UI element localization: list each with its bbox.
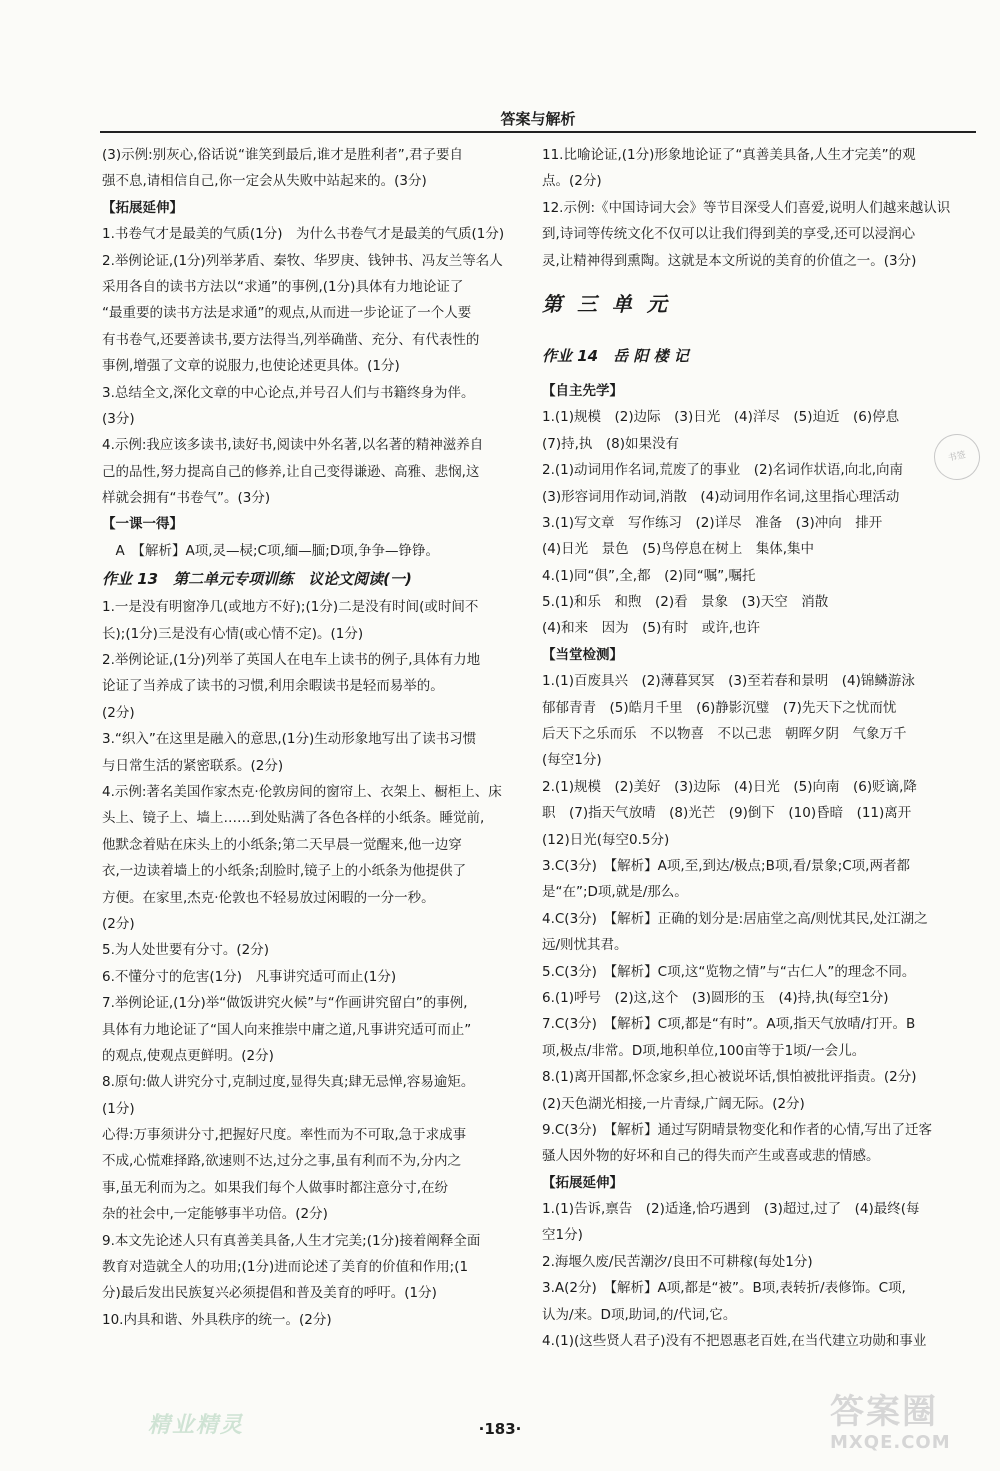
text-line: 衣,一边读着墙上的小纸条;刮脸时,镜子上的小纸条为他提供了 [102, 863, 467, 880]
left-column [102, 142, 530, 1333]
page-number: ·183· [478, 1420, 522, 1438]
text-line: (3分) [102, 410, 135, 427]
text-line: 7.C(3分) 【解析】C项,都是“有时”。A项,指天气放晴/打开。B [542, 1016, 916, 1033]
text-line: 3.总结全文,深化文章的中心论点,并号召人们与书籍终身为伴。 [102, 384, 475, 401]
text-line: 教育对造就全人的功用;(1分)进而论述了美育的价值和作用;(1 [102, 1259, 469, 1276]
text-line: 点。(2分) [542, 173, 602, 190]
watermark-logo-text: 答案圈 [830, 1392, 938, 1432]
text-line: 事例,增强了文章的说服力,也使论述更具体。(1分) [102, 358, 400, 375]
text-line: 心得:万事须讲分寸,把握好尺度。率性而为不可取,急于求成事 [102, 1127, 467, 1144]
text-line: 具体有力地论证了“国人向来推崇中庸之道,凡事讲究适可而止” [102, 1021, 472, 1038]
text-line: 论证了当养成了读书的习惯,利用余暇读书是轻而易举的。 [102, 678, 444, 695]
section-heading: 【一课一得】 [102, 516, 183, 533]
text-line: 3.(1)写文章 写作练习 (2)详尽 准备 (3)冲向 排开 [542, 514, 883, 531]
text-line: 1.一是没有明窗净几(或地方不好);(1分)二是没有时间(或时间不 [102, 599, 479, 616]
text-line: (2)天色湖光相接,一片青绿,广阔无际。(2分) [542, 1095, 805, 1112]
text-line: 10.内具和谐、外具秩序的统一。(2分) [102, 1311, 332, 1328]
text-line: 骚人因外物的好坏和自己的得失而产生或喜或悲的情感。 [542, 1148, 880, 1165]
text-line: (2分) [102, 915, 135, 932]
section-heading: 【当堂检测】 [542, 646, 623, 663]
text-line: 是“在”;D项,就是/那么。 [542, 884, 688, 901]
text-line: 9.C(3分) 【解析】通过写阴晴景物变化和作者的心情,写出了迁客 [542, 1121, 932, 1138]
text-line: (1分) [102, 1100, 135, 1117]
text-line: (2分) [102, 704, 135, 721]
text-line: 8.原句:做人讲究分寸,克制过度,显得失真;肆无忌惮,容易逾矩。 [102, 1074, 475, 1091]
section-heading: 【拓展延伸】 [102, 199, 183, 216]
text-line: 后天下之乐而乐 不以物喜 不以己悲 朝晖夕阴 气象万千 [542, 726, 907, 743]
text-line: (4)日光 景色 (5)鸟停息在树上 集体,集中 [542, 541, 815, 558]
page-header-title: 答案与解析 [500, 110, 576, 128]
homework-title: 作业 14 岳 阳 楼 记 [542, 346, 689, 365]
text-line: 11.比喻论证,(1分)形象地论证了“真善美具备,人生才完美”的观 [542, 147, 916, 163]
text-line: 方便。在家里,杰克·伦敦也不轻易放过闲暇的一分一秒。 [102, 889, 435, 906]
text-line: 2.举例论证,(1分)列举茅盾、秦牧、华罗庚、钱钟书、冯友兰等名人 [102, 252, 503, 269]
text-line: 空1分) [542, 1227, 583, 1244]
text-line: 头上、镜子上、墙上……到处贴满了各色各样的小纸条。睡觉前, [102, 810, 485, 827]
text-line: “最重要的读书方法是求通”的观点,从而进一步论证了一个人要 [102, 305, 472, 322]
text-line: 1.(1)百废具兴 (2)薄暮冥冥 (3)至若春和景明 (4)锦鳞游泳 [542, 673, 915, 690]
text-line: 3.C(3分) 【解析】A项,至,到达/极点;B项,看/景象;C项,两者都 [542, 857, 910, 874]
text-line: 8.(1)离开国都,怀念家乡,担心被说坏话,惧怕被批评指责。(2分) [542, 1069, 917, 1086]
text-line: 2.海堰久废/民苦潮汐/良田不可耕稼(每处1分) [542, 1253, 813, 1270]
text-line: 4.C(3分) 【解析】正确的划分是:居庙堂之高/则忧其民,处江湖之 [542, 910, 928, 927]
text-line: 有书卷气,还要善读书,要方法得当,列举确凿、充分、有代表性的 [102, 331, 480, 348]
right-column [542, 142, 976, 1354]
text-line: 6.(1)呼号 (2)这,这个 (3)圆形的玉 (4)持,执(每空1分) [542, 989, 889, 1006]
text-line: 1.书卷气才是最美的气质(1分) 为什么书卷气才是最美的气质(1分) [102, 226, 505, 243]
text-line: 职 (7)指天气放晴 (8)光芒 (9)倒下 (10)昏暗 (11)离开 [542, 805, 912, 822]
section-heading: 【拓展延伸】 [542, 1174, 623, 1191]
watermark-left: 精业精灵 [148, 1413, 245, 1438]
text-line: 4.示例:著名美国作家杰克·伦敦房间的窗帘上、衣架上、橱柜上、床 [102, 783, 502, 800]
text-line: 认为/来。D项,助词,的/代词,它。 [542, 1306, 737, 1323]
text-line: (7)持,执 (8)如果没有 [542, 435, 680, 452]
text-line: 采用各自的读书方法以“求通”的事例,(1分)具体有力地论证了 [102, 278, 464, 295]
text-line: 强不息,请相信自己,你一定会从失败中站起来的。(3分) [102, 173, 427, 190]
homework-title: 作业 13 第二单元专项训练 议论文阅读(一) [102, 570, 412, 589]
text-line: (12)日光(每空0.5分) [542, 831, 670, 848]
text-line: 分)最后发出民族复兴必须提倡和普及美育的呼吁。(1分) [102, 1285, 437, 1302]
text-line: 3.“织入”在这里是融入的意思,(1分)生动形象地写出了读书习惯 [102, 731, 477, 748]
text-line: 2.(1)规模 (2)美好 (3)边际 (4)日光 (5)向南 (6)贬谪,降 [542, 778, 917, 795]
stamp-mark: 书签 [930, 430, 985, 485]
text-line: 事,虽无利而为之。如果我们每个人做事时都注意分寸,在纷 [102, 1179, 449, 1196]
text-line: 1.(1)告诉,禀告 (2)适逢,恰巧遇到 (3)超过,过了 (4)最终(每 [542, 1201, 920, 1218]
text-line: A 【解析】A项,灵—棂;C项,缅—腼;D项,争争—铮铮。 [102, 542, 440, 559]
text-line: 到,诗词等传统文化不仅可以让我们得到美的享受,还可以浸润心 [542, 226, 916, 243]
unit-title: 第 三 单 元 [542, 291, 671, 316]
text-line: 12.示例:《中国诗词大会》等节目深受人们喜爱,说明人们越来越认识 [542, 199, 951, 216]
text-line: 长);(1分)三是没有心情(或心情不定)。(1分) [102, 625, 364, 642]
text-line: 远/则忧其君。 [542, 937, 628, 954]
text-line: 与日常生活的紧密联系。(2分) [102, 757, 284, 774]
text-line: 3.A(2分) 【解析】A项,都是“被”。B项,表转折/表修饰。C项, [542, 1280, 906, 1297]
text-line: 项,极点/非常。D项,地积单位,100亩等于1顷/一会儿。 [542, 1042, 866, 1059]
text-line: 灵,让精神得到熏陶。这就是本文所说的美育的价值之一。(3分) [542, 252, 917, 269]
text-line: 6.不懂分寸的危害(1分) 凡事讲究适可而止(1分) [102, 968, 397, 985]
text-line: (每空1分) [542, 752, 602, 769]
text-line: 9.本文先论述人只有真善美具备,人生才完美;(1分)接着阐释全面 [102, 1232, 481, 1249]
text-line: 5.C(3分) 【解析】C项,这“览物之情”与“古仁人”的理念不同。 [542, 963, 916, 980]
text-line: 5.为人处世要有分寸。(2分) [102, 942, 270, 959]
header-divider [100, 131, 976, 133]
text-line: 的观点,使观点更鲜明。(2分) [102, 1047, 274, 1064]
text-line: (3)示例:别灰心,俗话说“谁笑到最后,谁才是胜利者”,君子要自 [102, 147, 464, 163]
text-line: (4)和来 因为 (5)有时 或许,也许 [542, 620, 761, 637]
text-line: 杂的社会中,一定能够事半功倍。(2分) [102, 1206, 328, 1223]
text-line: 样就会拥有“书卷气”。(3分) [102, 490, 271, 507]
text-line: 郁郁青青 (5)皓月千里 (6)静影沉璧 (7)先天下之忧而忧 [542, 699, 897, 716]
section-heading: 【自主先学】 [542, 382, 623, 399]
text-line: 不成,心慌难择路,欲速则不达,过分之事,虽有利而不为,分内之 [102, 1153, 461, 1170]
text-line: 己的品性,努力提高自己的修养,让自己变得谦逊、高雅、悲悯,这 [102, 463, 480, 480]
text-line: 7.举例论证,(1分)举“做饭讲究火候”与“作画讲究留白”的事例, [102, 995, 468, 1012]
text-line: 5.(1)和乐 和煦 (2)看 景象 (3)天空 消散 [542, 594, 829, 611]
text-line: 4.示例:我应该多读书,读好书,阅读中外名著,以名著的精神滋养自 [102, 437, 484, 454]
text-line: 4.(1)(这些贤人君子)没有不把恩惠老百姓,在当代建立功勋和事业 [542, 1333, 927, 1350]
text-line: 4.(1)同“俱”,全,都 (2)同“嘱”,嘱托 [542, 567, 756, 584]
watermark-logo [830, 1392, 990, 1456]
watermark-logo-url: MXQE.COM [830, 1432, 951, 1453]
text-line: 2.举例论证,(1分)列举了英国人在电车上读书的例子,具体有力地 [102, 652, 481, 669]
text-line: 他默念着贴在床头上的小纸条;第二天早晨一觉醒来,他一边穿 [102, 836, 462, 853]
text-line: 2.(1)动词用作名词,荒废了的事业 (2)名词作状语,向北,向南 [542, 462, 903, 479]
text-line: (3)形容词用作动词,消散 (4)动词用作名词,这里指心理活动 [542, 488, 900, 505]
text-line: 1.(1)规模 (2)边际 (3)日光 (4)洋尽 (5)迫近 (6)停息 [542, 409, 900, 426]
